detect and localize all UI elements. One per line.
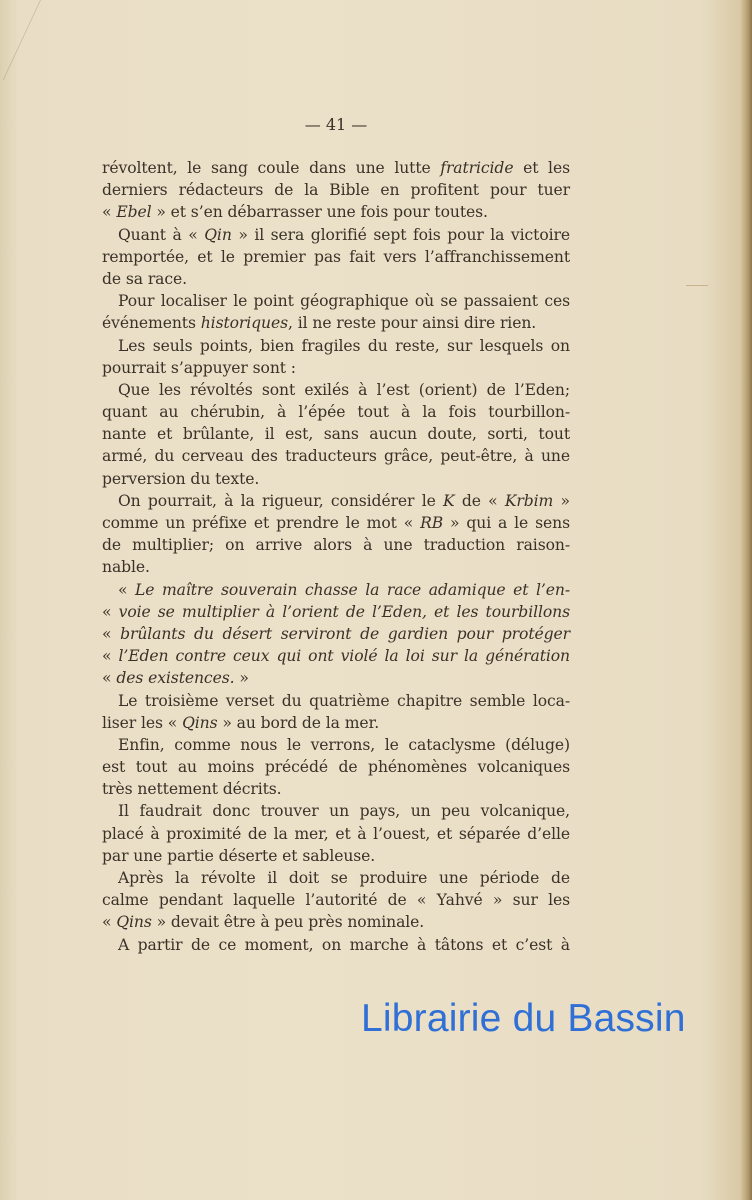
text-line — [102, 179, 570, 201]
text-line — [102, 690, 570, 712]
text-segment: « — [102, 647, 119, 666]
text-line — [102, 934, 570, 956]
text-segment: de multiplier; on arrive alors à une traduction raison- — [102, 536, 570, 555]
text-segment: calme pendant laquelle l’autorité de « Yahvé » sur les — [102, 891, 570, 910]
text-segment: par une partie déserte et sableuse. — [102, 846, 376, 865]
italic-text: Krbim — [504, 491, 554, 510]
text-segment: Après la révolte il doit se produire une période de — [118, 869, 570, 887]
text-line — [102, 423, 570, 445]
italic-text: brûlants du désert serviront de gardien pour protéger — [120, 624, 570, 643]
text-line — [102, 401, 570, 423]
italic-text: Qins — [116, 913, 152, 932]
text-line — [102, 445, 570, 467]
text-segment: » devait être à peu près nominale. — [151, 913, 425, 932]
body-text — [102, 157, 570, 956]
text-line — [102, 734, 570, 756]
text-line — [102, 512, 570, 534]
text-segment: Que les révoltés sont exilés à l’est (orient) de l’Eden; — [118, 380, 570, 399]
italic-text: Qins — [182, 713, 218, 732]
text-segment: » il sera glorifié sept fois pour la victoire — [231, 225, 570, 244]
text-line — [102, 601, 570, 623]
text-segment: de sa race. — [102, 269, 187, 288]
text-segment: est tout au moins précédé de phénomènes volcaniques — [102, 758, 570, 777]
text-segment: liser les « — [102, 713, 183, 732]
text-line — [102, 889, 570, 911]
italic-text: RB — [420, 514, 444, 532]
text-line — [102, 268, 570, 290]
text-line — [102, 157, 570, 179]
text-segment: « — [102, 602, 119, 621]
text-line — [102, 534, 570, 556]
text-line — [102, 312, 570, 334]
italic-text: Qin — [204, 225, 232, 244]
text-segment: derniers rédacteurs de la Bible en profitent pour tuer — [102, 181, 570, 200]
text-segment: quant au chérubin, à l’épée tout à la fois tourbillon- — [102, 403, 570, 422]
text-segment: » — [553, 491, 570, 510]
text-line — [102, 845, 570, 867]
text-segment: A partir de ce moment, on marche à tâtons et c’est à — [118, 935, 570, 954]
text-segment: placé à proximité de la mer, et à l’ouest, et séparée d’elle — [102, 824, 570, 843]
text-segment: pourrait s’appuyer sont : — [102, 358, 296, 377]
text-line — [102, 335, 570, 357]
text-segment: événements — [102, 314, 201, 333]
text-line — [102, 468, 570, 490]
italic-text: Ebel — [116, 203, 152, 222]
text-segment: Le troisième verset du quatrième chapitre semble loca- — [118, 691, 570, 710]
page-number: — 41 — — [304, 115, 368, 134]
text-segment: Quant à « — [118, 225, 205, 244]
text-line — [102, 712, 570, 734]
text-segment: Pour localiser le point géographique où se passaient ces — [118, 292, 570, 311]
italic-text: l’Eden contre ceux qui ont violé la loi sur la génération — [118, 647, 570, 666]
text-segment: Les seuls points, bien fragiles du reste, sur lesquels on — [118, 336, 570, 355]
text-line — [102, 667, 570, 689]
page-corner-fold — [0, 0, 41, 80]
text-line — [102, 623, 570, 645]
watermark: Librairie du Bassin — [361, 997, 686, 1040]
text-segment: remportée, et le premier pas fait vers l’affranchissement — [102, 247, 570, 266]
text-segment: armé, du cerveau des traducteurs grâce, peut-être, à une — [102, 447, 570, 466]
margin-mark — [686, 285, 708, 286]
text-line — [102, 823, 570, 845]
text-line — [102, 357, 570, 379]
text-line — [102, 490, 570, 512]
text-line — [102, 379, 570, 401]
italic-text: historiques — [200, 314, 289, 333]
text-segment: révoltent, le sang coule dans une lutte — [102, 159, 441, 177]
text-segment: « — [102, 203, 117, 222]
text-line — [102, 201, 570, 223]
text-line — [102, 246, 570, 268]
text-segment: perversion du texte. — [102, 469, 260, 488]
text-segment: » qui a le sens — [443, 514, 570, 532]
text-segment: comme un préfixe et prendre le mot « — [102, 514, 421, 532]
text-segment: , il ne reste pour ainsi dire rien. — [288, 314, 537, 333]
text-line — [102, 556, 570, 578]
text-segment: « — [102, 624, 121, 643]
italic-text: des existences. — [116, 669, 235, 688]
text-segment: nable. — [102, 558, 150, 577]
text-line — [102, 290, 570, 312]
text-segment: « — [102, 669, 117, 688]
text-segment: nante et brûlante, il est, sans aucun doute, sorti, tout — [102, 425, 570, 444]
text-segment: de « — [454, 491, 505, 510]
text-segment: » au bord de la mer. — [217, 713, 380, 732]
text-segment: » et s’en débarrasser une fois pour toutes. — [151, 203, 488, 222]
text-segment: très nettement décrits. — [102, 780, 282, 799]
text-segment: Enfin, comme nous le verrons, le cataclysme (déluge) — [118, 735, 570, 754]
text-segment: « — [118, 580, 136, 599]
italic-text: voie se multiplier à l’orient de l’Eden, et les tourbillons — [118, 602, 570, 621]
text-line — [102, 867, 570, 889]
text-line — [102, 756, 570, 778]
text-segment: Il faudrait donc trouver un pays, un peu volcanique, — [118, 802, 570, 821]
italic-text: fratricide — [440, 159, 514, 177]
text-line — [102, 778, 570, 800]
text-segment: » — [234, 669, 249, 688]
text-line — [102, 224, 570, 246]
italic-text: Le maître souverain chasse la race adamique et l’en- — [135, 580, 570, 599]
text-line — [102, 800, 570, 822]
text-line — [102, 579, 570, 601]
text-line — [102, 645, 570, 667]
text-segment: On pourrait, à la rigueur, considérer le — [118, 491, 443, 510]
text-segment: « — [102, 913, 117, 932]
text-segment: et les — [513, 159, 570, 177]
text-line — [102, 911, 570, 933]
italic-text: K — [443, 491, 455, 510]
